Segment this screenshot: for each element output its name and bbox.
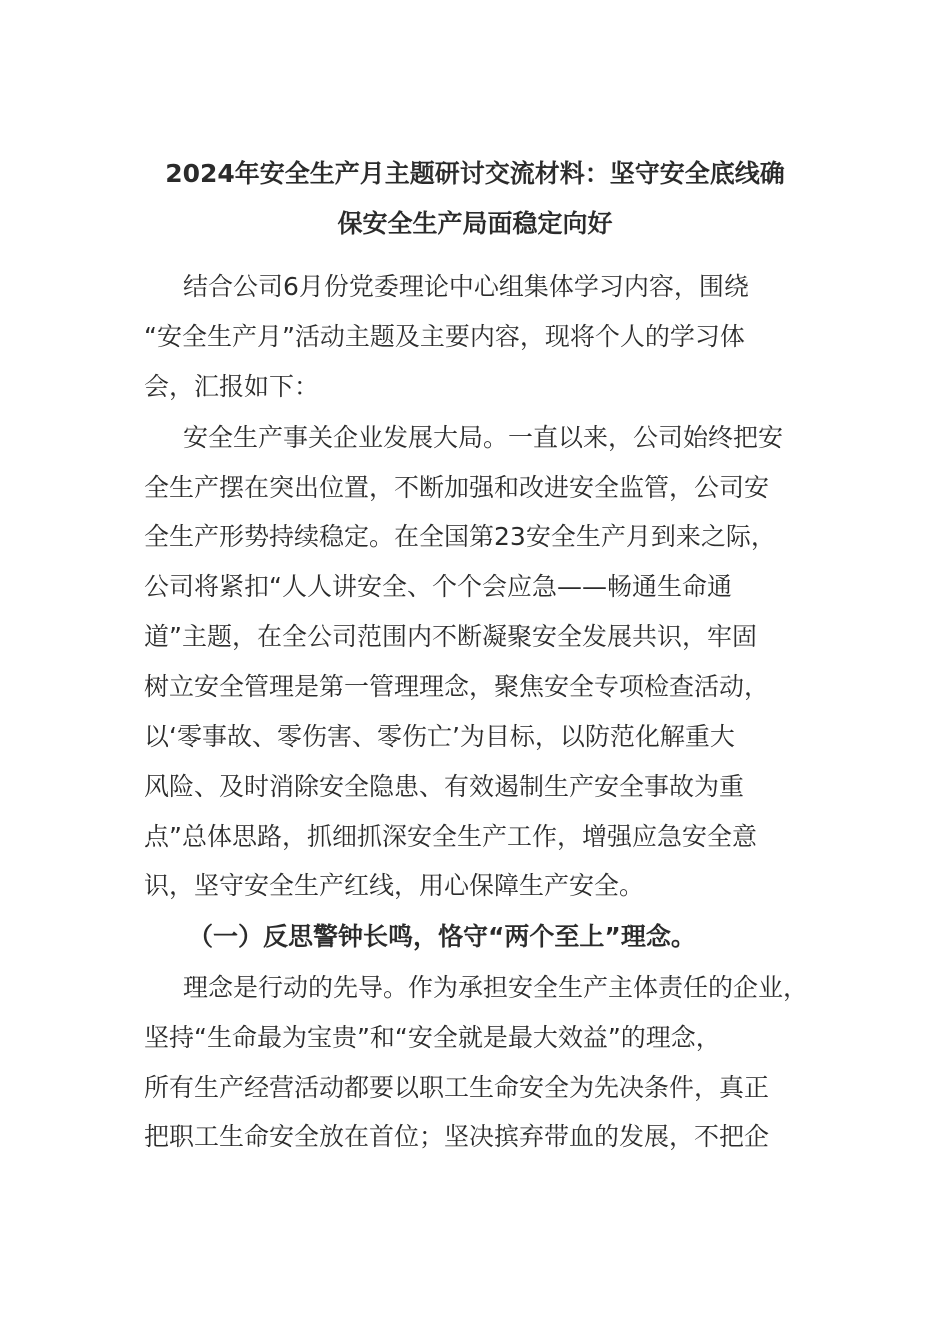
paragraph-3-line: 坚持“生命最为宝贵”和“安全就是最大效益”的理念， (144, 1023, 721, 1052)
paragraph-2-line: 公司将紧扣“人人讲安全、个个会应急——畅通生命通 (144, 572, 732, 601)
paragraph-1-line: 结合公司6月份党委理论中心组集体学习内容，围绕 (183, 272, 749, 301)
paragraph-2-line: 风险、及时消除安全隐患、有效遏制生产安全事故为重 (144, 772, 745, 801)
paragraph-2-line: 点”总体思路，抓细抓深安全生产工作，增强应急安全意 (144, 822, 757, 851)
paragraph-3-line: 所有生产经营活动都要以职工生命安全为先决条件，真正 (144, 1073, 770, 1102)
paragraph-2-line: 全生产摆在突出位置，不断加强和改进安全监管，公司安 (144, 473, 770, 502)
paragraph-1-line: “安全生产月”活动主题及主要内容，现将个人的学习体 (144, 322, 745, 351)
paragraph-3-line: 把职工生命安全放在首位；坚决摈弃带血的发展，不把企 (144, 1122, 770, 1151)
paragraph-1-line: 会，汇报如下： (144, 372, 320, 401)
paragraph-2-line: 树立安全管理是第一管理理念，聚焦安全专项检查活动， (144, 672, 770, 701)
paragraph-3-line: 理念是行动的先导。作为承担安全生产主体责任的企业， (183, 973, 809, 1002)
paragraph-2-line: 以‘零事故、零伤害、零伤亡’为目标，以防范化解重大 (144, 722, 735, 751)
paragraph-2-line: 安全生产事关企业发展大局。一直以来，公司始终把安 (183, 423, 784, 452)
paragraph-2-line: 识，坚守安全生产红线，用心保障生产安全。 (144, 871, 645, 900)
paragraph-2-line: 全生产形势持续稳定。在全国第23安全生产月到来之际， (144, 522, 776, 551)
document-title-line-2: 保安全生产局面稳定向好 (337, 209, 613, 238)
section-heading: （一）反思警钟长鸣，恪守“两个至上”理念。 (188, 922, 696, 951)
document-title-line-1: 2024年安全生产月主题研讨交流材料：坚守安全底线确 (165, 159, 785, 188)
paragraph-2-line: 道”主题，在全公司范围内不断凝聚安全发展共识，牢固 (144, 622, 757, 651)
